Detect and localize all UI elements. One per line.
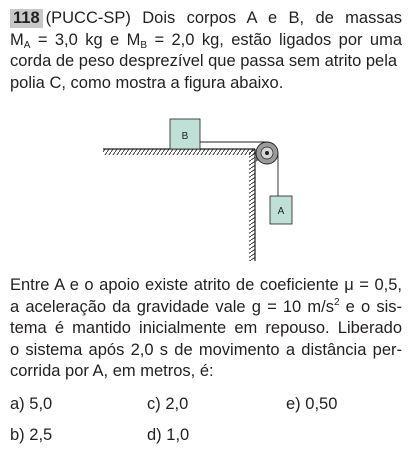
statement-text-1: Dois corpos A e B, de massas (142, 9, 402, 27)
option-d[interactable]: d) 1,0 (147, 426, 190, 444)
question-statement (10, 8, 402, 94)
statement-text-2: , estão ligados por uma (219, 30, 403, 49)
option-b[interactable]: b) 2,5 (10, 426, 53, 444)
statement-line-1 (10, 8, 402, 30)
body-line-5: corrida por A, em metros, é: (10, 362, 214, 380)
option-e[interactable]: e) 0,50 (286, 395, 338, 413)
statement-line-2 (10, 30, 402, 52)
body-line-1: Entre A e o apoio existe atrito de coeficiente μ = 0,5, (10, 276, 402, 294)
pulley-diagram (95, 116, 310, 266)
block-a-label: A (277, 206, 285, 217)
table-side-wall (249, 149, 255, 261)
statement-line-4: polia C, como mostra a figura abaixo. (10, 73, 284, 92)
option-a[interactable]: a) 5,0 (10, 395, 53, 413)
option-c[interactable]: c) 2,0 (147, 395, 189, 413)
body-line-2: a aceleração da gravidade vale g = 10 $m/s^2$ e o sis- (10, 296, 402, 316)
question-body (10, 275, 402, 383)
mass-a: $M_A = 3,0$ kg (10, 30, 103, 51)
pulley-axle (265, 151, 269, 155)
table-surface (103, 149, 255, 155)
question-number-badge: 118 (10, 9, 43, 28)
statement-line-3: corda de peso desprezível que passa sem atrito pela (10, 52, 398, 70)
body-line-4: o sistema após 2,0 s de movimento a distância per- (10, 340, 402, 359)
statement-conj: e (110, 30, 120, 49)
gravity-exponent: 2 (333, 296, 340, 308)
question-source: (PUCC-SP) (45, 9, 131, 27)
block-b-label: B (181, 131, 189, 142)
body-line-3: tema é mantido inicialmente em repouso. Liberado (10, 319, 402, 337)
mass-b: $M_B = 2,0$ kg (126, 30, 220, 51)
